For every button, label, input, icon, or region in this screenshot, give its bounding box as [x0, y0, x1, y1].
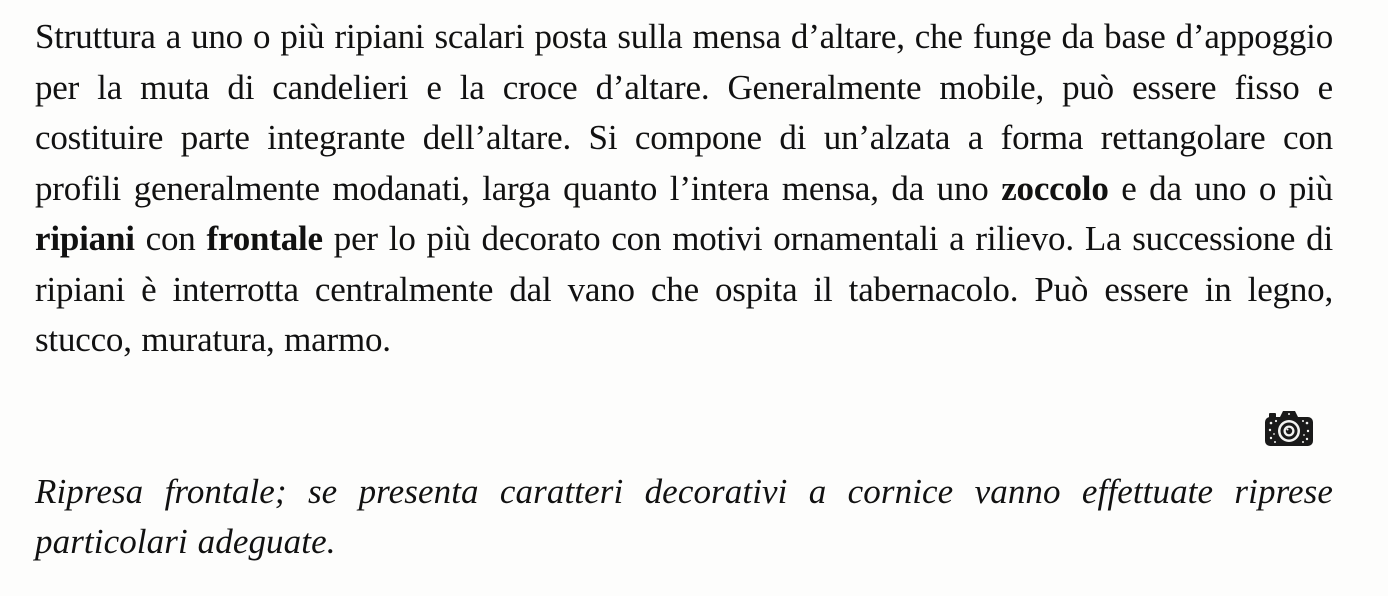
paragraph-text-1: Struttura a uno o più ripiani scalari posta sulla mensa d’altare, che funge da base d’appoggio per la muta di candelieri e la croce d’altare. Generalmente mobile, può essere fisso e costituire parte integrante dell’altare. Si compone di un’alzata a forma rettangolare con profili generalmente modanati, larga quanto l’intera mensa, da uno: [35, 17, 1333, 208]
camera-icon: [1263, 408, 1315, 448]
paragraph-text-2: e da uno o più: [1121, 168, 1333, 208]
description-paragraph: [35, 12, 1333, 366]
paragraph-text-4: per lo più decorato con motivi ornamentali a rilievo. La successione di ripiani è interrotta centralmente dal vano che ospita il tabernacolo. Può essere in legno, stucco, muratura, marmo.: [35, 219, 1333, 359]
term-ripiani: ripiani: [35, 219, 135, 258]
photo-caption: Ripresa frontale; se presenta caratteri decorativi a cornice vanno effettuate riprese particolari adeguate.: [35, 472, 1333, 561]
term-frontale: frontale: [206, 219, 323, 258]
paragraph-text-3: con: [145, 219, 196, 258]
term-zoccolo: zoccolo: [1001, 168, 1109, 208]
